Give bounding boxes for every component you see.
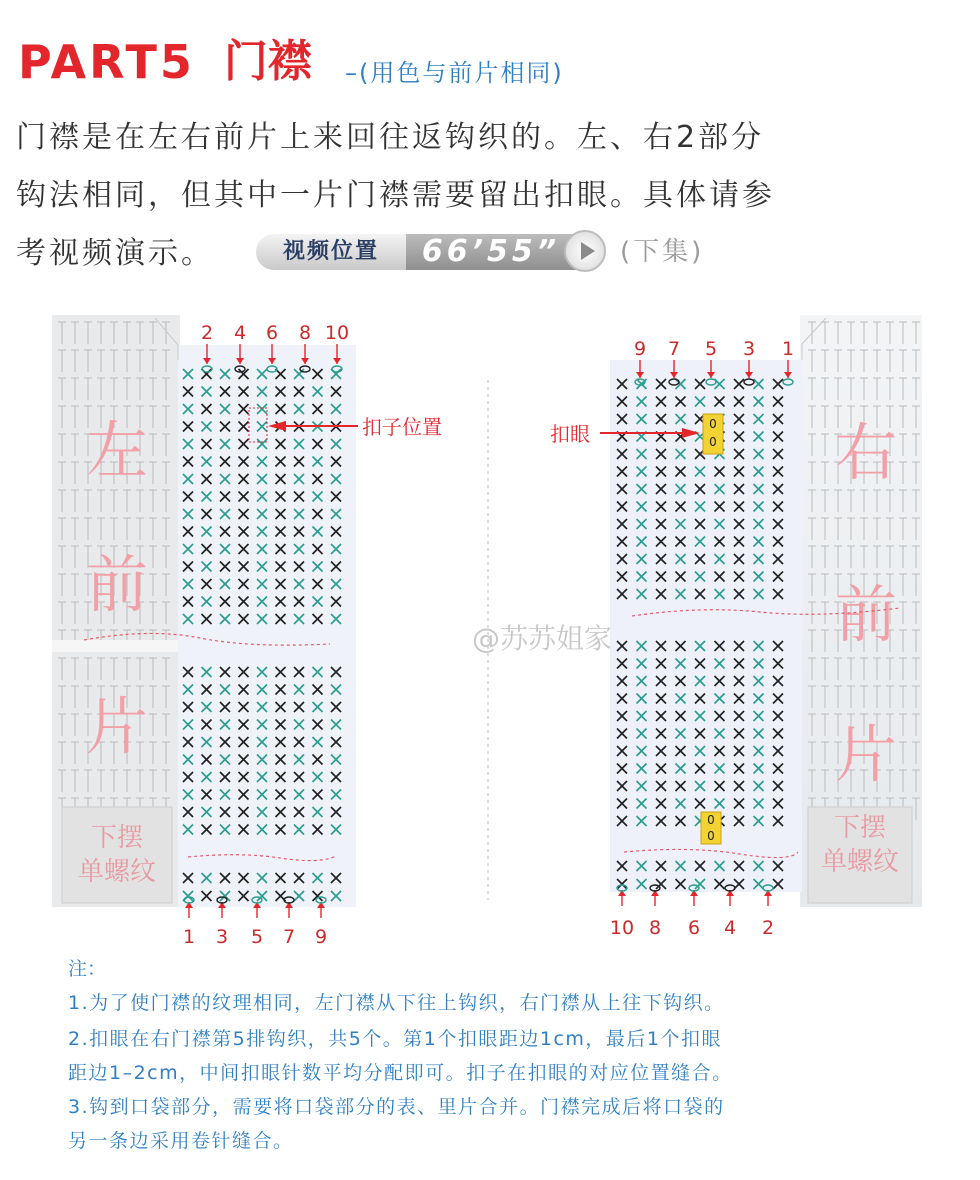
- left-bottom-row-number: 1: [182, 926, 196, 948]
- left-hem-label-2: 单螺纹: [77, 857, 157, 887]
- right-top-row-number: 5: [704, 338, 718, 360]
- right-panel-char-3: 片: [834, 718, 898, 791]
- notes-title: 注：: [68, 958, 107, 980]
- right-bottom-row-number: 4: [723, 917, 737, 939]
- note-line-3: 距边1–2cm，中间扣眼针数平均分配即可。扣子在扣眼的对应位置缝合。: [68, 1062, 733, 1084]
- left-bottom-row-number: 9: [314, 926, 328, 948]
- left-panel-char-3: 片: [85, 690, 149, 763]
- note-line-2: 2.扣眼在右门襟第5排钩织，共5个。第1个扣眼距边1cm，最后1个扣眼: [68, 1028, 723, 1050]
- right-bottom-row-number: 6: [687, 917, 701, 939]
- left-panel-char-1: 左: [85, 414, 149, 487]
- right-panel-char-1: 右: [834, 416, 898, 489]
- intro-line-2: 钩法相同，但其中一片门襟需要留出扣眼。具体请参: [16, 178, 775, 213]
- buttonhole-chain-4: 0: [707, 829, 715, 843]
- left-panel-char-2: 前: [85, 548, 149, 621]
- page-subtitle: –(用色与前片相同): [345, 59, 564, 87]
- video-episode: (下集): [620, 237, 705, 267]
- right-hem-label-1: 下摆: [833, 813, 887, 843]
- right-bottom-row-number: 8: [648, 917, 662, 939]
- left-top-row-number: 10: [324, 322, 350, 344]
- placket-diagram: [0, 300, 980, 950]
- part-number: PART5: [18, 35, 195, 89]
- intro-line-3: 考视频演示。: [16, 236, 214, 271]
- buttonhole-label: 扣眼: [550, 422, 590, 446]
- left-front-panel: [52, 315, 442, 948]
- play-icon[interactable]: [564, 230, 606, 272]
- right-hem-label-2: 单螺纹: [820, 847, 900, 877]
- buttonhole-chain-2: 0: [709, 435, 717, 449]
- buttonhole-chain-1: 0: [709, 417, 717, 431]
- button-position-label: 扣子位置: [362, 415, 442, 439]
- note-line-5: 另一条边采用卷针缝合。: [68, 1130, 294, 1152]
- right-top-row-number: 7: [667, 338, 681, 360]
- left-bottom-row-number: 5: [250, 926, 264, 948]
- left-top-row-number: 6: [265, 322, 279, 344]
- left-top-row-number: 2: [200, 322, 214, 344]
- right-top-row-number: 1: [781, 338, 795, 360]
- right-top-row-number: 3: [742, 338, 756, 360]
- buttonhole-chain-3: 0: [707, 813, 715, 827]
- right-top-row-number: 9: [633, 338, 647, 360]
- page-title: 门襟: [224, 36, 312, 87]
- left-top-row-number: 8: [298, 322, 312, 344]
- video-label: 视频位置: [256, 234, 406, 270]
- note-line-1: 1.为了使门襟的纹理相同，左门襟从下往上钩织，右门襟从上往下钩织。: [68, 992, 725, 1014]
- watermark: @苏苏姐家: [472, 622, 613, 655]
- left-bottom-row-number: 7: [282, 926, 296, 948]
- right-panel-char-2: 前: [834, 578, 898, 651]
- left-hem-box: [62, 807, 172, 903]
- left-top-row-number: 4: [233, 322, 247, 344]
- video-position-badge[interactable]: [256, 230, 608, 274]
- right-bottom-row-number: 10: [609, 917, 635, 939]
- left-bottom-row-number: 3: [215, 926, 229, 948]
- right-bottom-row-number: 2: [761, 917, 775, 939]
- video-timestamp: 66’55”: [406, 234, 576, 270]
- intro-line-1: 门襟是在左右前片上来回往返钩织的。左、右2部分: [16, 120, 765, 155]
- left-hem-label-1: 下摆: [90, 823, 144, 853]
- note-line-4: 3.钩到口袋部分，需要将口袋部分的表、里片合并。门襟完成后将口袋的: [68, 1096, 725, 1118]
